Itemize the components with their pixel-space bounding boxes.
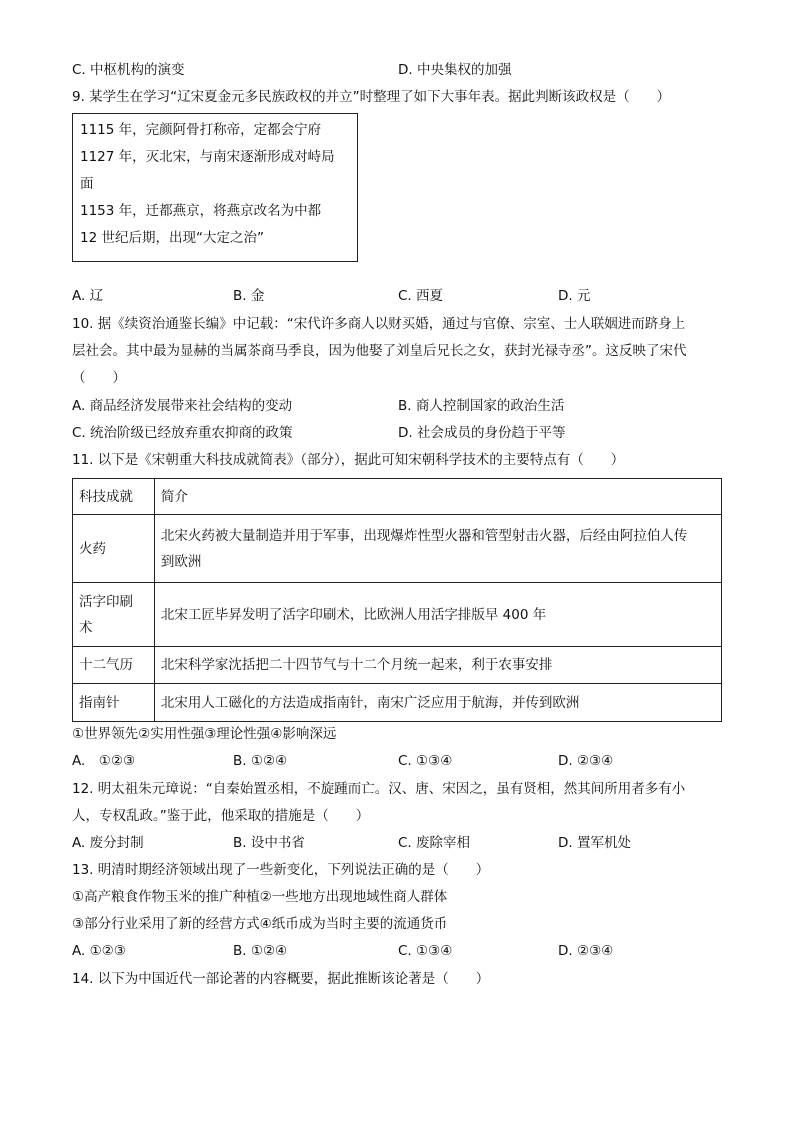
q12-stem-line: 人，专权乱政。”鉴于此，他采取的措施是（ ）	[72, 808, 370, 824]
q11-option-b: B. ①②④	[233, 753, 288, 769]
q11-option-c: C. ①③④	[398, 753, 453, 769]
q9-option-a: A. 辽	[72, 288, 104, 304]
q10-option-d: D. 社会成员的身份趋于平等	[398, 425, 566, 441]
q8-option-d: D. 中央集权的加强	[398, 62, 512, 78]
q9-box-line: 1153 年，迁都燕京，将燕京改名为中都	[80, 203, 322, 219]
table-row	[73, 515, 722, 583]
q12-option-a: A. 废分封制	[72, 835, 144, 851]
table-cell-name: 活字印刷 术	[73, 583, 155, 647]
table-row	[73, 583, 722, 647]
q11-option-a: A. ①②③	[72, 753, 136, 769]
q9-stem: 9. 某学生在学习“辽宋夏金元多民族政权的并立”时整理了如下大事年表。据此判断该政权是（ ）	[72, 89, 671, 105]
table-cell-name: 十二气历	[73, 647, 155, 684]
q13-option-b: B. ①②④	[233, 943, 288, 959]
table-cell-desc: 北宋科学家沈括把二十四节气与十二个月统一起来，利于农事安排	[154, 647, 721, 684]
q10-stem-line: （ ）	[72, 370, 126, 386]
q9-box-line: 12 世纪后期，出现“大定之治”	[80, 230, 264, 246]
table-header-cell: 科技成就	[73, 479, 155, 515]
table-cell-name: 火药	[73, 515, 155, 583]
table-cell-desc: 北宋火药被大量制造并用于军事，出现爆炸性型火器和管型射击火器，后经由阿拉伯人传 到欧洲	[154, 515, 721, 583]
q9-box-line: 1115 年，完颜阿骨打称帝，定都会宁府	[80, 122, 322, 138]
q8-option-c: C. 中枢机构的演变	[72, 62, 185, 78]
table-header-row	[73, 479, 722, 515]
q9-box-line: 面	[80, 176, 94, 192]
q10-stem-line: 层社会。其中最为显赫的当属茶商马季良，因为他娶了刘皇后兄长之女，获封光禄寺丞”。这反映了宋代	[72, 343, 687, 359]
table-cell-desc: 北宋工匠毕昇发明了活字印刷术，比欧洲人用活字排版早 400 年	[154, 583, 721, 647]
table-row	[73, 684, 722, 722]
table-cell-desc: 北宋用人工磁化的方法造成指南针，南宋广泛应用于航海，并传到欧洲	[154, 684, 721, 722]
table-cell-name: 指南针	[73, 684, 155, 722]
q13-stem-line: ①高产粮食作物玉米的推广种植②一些地方出现地域性商人群体	[72, 889, 448, 905]
q9-option-d: D. 元	[558, 288, 591, 304]
q13-stem-line: ③部分行业采用了新的经营方式④纸币成为当时主要的流通货币	[72, 916, 448, 932]
q13-option-d: D. ②③④	[558, 943, 614, 959]
q13-option-a: A. ①②③	[72, 943, 126, 959]
q9-option-c: C. 西夏	[398, 288, 444, 304]
q10-option-c: C. 统治阶级已经放弃重农抑商的政策	[72, 425, 293, 441]
q14-stem: 14. 以下为中国近代一部论著的内容概要，据此推断该论著是（ ）	[72, 971, 490, 987]
q9-box-line: 1127 年，灭北宋，与南宋逐渐形成对峙局	[80, 149, 335, 165]
table-header-cell: 简介	[154, 479, 721, 515]
q9-option-b: B. 金	[233, 288, 265, 304]
q10-option-b: B. 商人控制国家的政治生活	[398, 398, 565, 414]
q12-option-d: D. 置军机处	[558, 835, 631, 851]
q13-stem-line: 13. 明清时期经济领域出现了一些新变化，下列说法正确的是（ ）	[72, 862, 490, 878]
q11-option-d: D. ②③④	[558, 753, 614, 769]
q12-option-b: B. 设中书省	[233, 835, 305, 851]
q10-option-a: A. 商品经济发展带来社会结构的变动	[72, 398, 293, 414]
q12-option-c: C. 废除宰相	[398, 835, 471, 851]
q10-stem-line: 10. 据《续资治通鉴长编》中记载：“宋代许多商人以财买婚，通过与官僚、宗室、士人联姻进而跻身上	[72, 316, 686, 332]
q11-tech-table	[72, 478, 722, 722]
table-row	[73, 647, 722, 684]
q11-note: ①世界领先②实用性强③理论性强④影响深远	[72, 726, 337, 742]
q12-stem-line: 12. 明太祖朱元璋说：“自秦始置丞相，不旋踵而亡。汉、唐、宋因之，虽有贤相，然其间所用者多有小	[72, 781, 686, 797]
q11-stem: 11. 以下是《宋朝重大科技成就简表》（部分），据此可知宋朝科学技术的主要特点有（ ）	[72, 452, 625, 468]
q13-option-c: C. ①③④	[398, 943, 453, 959]
